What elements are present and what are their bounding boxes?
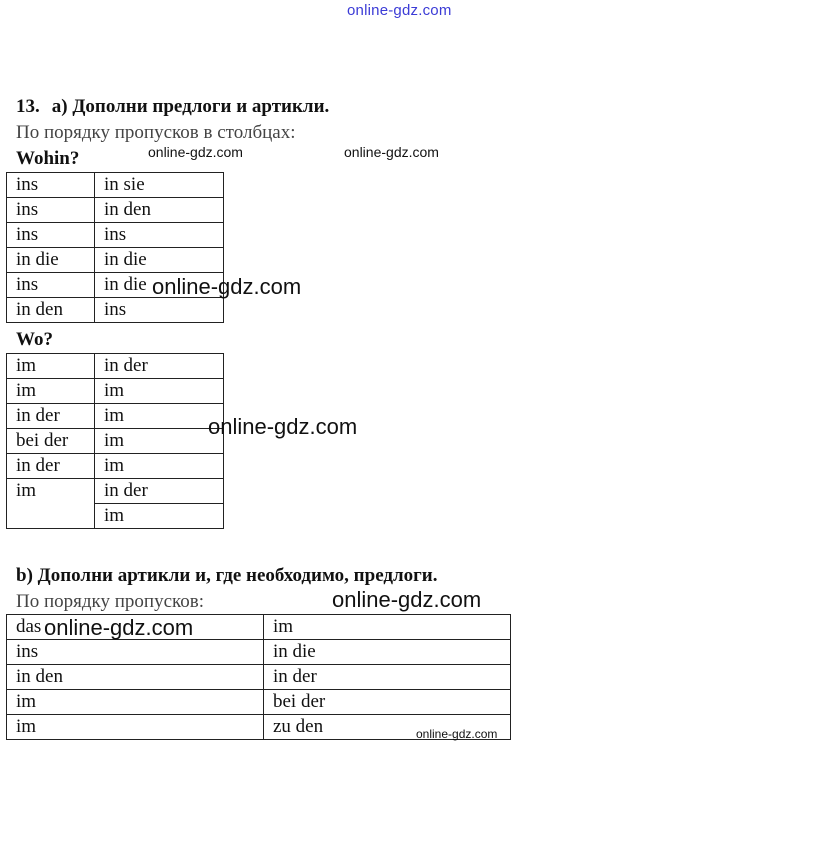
table-cell: in die — [95, 273, 224, 298]
table-row — [7, 298, 224, 323]
table-cell: im — [264, 615, 511, 640]
table-cell: in den — [95, 198, 224, 223]
wohin-heading: Wohin? — [16, 148, 80, 169]
table-row — [7, 429, 224, 454]
table-cell: zu den — [264, 715, 511, 740]
watermark: online-gdz.com — [332, 587, 482, 612]
exercise-title — [16, 96, 329, 118]
wo-table — [6, 353, 224, 529]
table-cell: im — [95, 429, 224, 454]
table-cell: in die — [95, 248, 224, 273]
part-b-subtitle: По порядку пропусков: — [16, 591, 205, 612]
table-cell: ins — [7, 223, 95, 248]
table-cell: ins — [7, 198, 95, 223]
wohin-table — [6, 172, 224, 323]
table-cell: in der — [264, 665, 511, 690]
table-cell: im — [95, 379, 224, 404]
watermark: online-gdz.com — [208, 414, 358, 439]
exercise-number: 13. — [16, 96, 40, 117]
table-cell: im — [95, 454, 224, 479]
table-row — [7, 379, 224, 404]
table-row — [7, 665, 511, 690]
table-cell: ins — [7, 273, 95, 298]
table-cell: ins — [95, 223, 224, 248]
watermark: online-gdz.com — [416, 727, 498, 741]
part-a-subtitle: По порядку пропусков в столбцах: — [16, 122, 296, 143]
table-cell: ins — [7, 173, 95, 198]
table-cell: bei der — [7, 429, 95, 454]
table-cell: im — [7, 354, 95, 379]
watermark: online-gdz.com — [148, 144, 243, 160]
table-cell: in den — [7, 298, 95, 323]
table-cell: im — [7, 379, 95, 404]
table-cell: im — [7, 715, 264, 740]
table-row — [7, 173, 224, 198]
table-row — [7, 690, 511, 715]
table-row — [7, 640, 511, 665]
table-cell: in der — [7, 454, 95, 479]
watermark: online-gdz.com — [344, 144, 439, 160]
table-cell: das — [7, 615, 264, 640]
table-cell: in die — [7, 248, 95, 273]
table-row — [7, 354, 224, 379]
table-row — [7, 479, 224, 504]
table-cell: ins — [7, 640, 264, 665]
table-row — [7, 223, 224, 248]
table-cell: ins — [95, 298, 224, 323]
table-cell: in sie — [95, 173, 224, 198]
table-cell: in die — [264, 640, 511, 665]
table-row — [7, 248, 224, 273]
table-cell: im — [7, 479, 95, 529]
table-cell: in der — [95, 354, 224, 379]
table-cell: in der — [7, 404, 95, 429]
wo-heading: Wo? — [16, 329, 53, 350]
table-row — [7, 454, 224, 479]
table-row — [7, 198, 224, 223]
part-a-title: a) Дополни предлоги и артикли. — [51, 96, 330, 117]
table-cell: im — [95, 404, 224, 429]
part-b-title: b) Дополни артикли и, где необходимо, предлоги. — [16, 565, 438, 586]
table-row — [7, 404, 224, 429]
watermark: online-gdz.com — [152, 274, 302, 299]
watermark: online-gdz.com — [44, 615, 194, 640]
table-cell: in den — [7, 665, 264, 690]
table-cell: im — [95, 504, 224, 529]
table-cell: in der — [95, 479, 224, 504]
table-cell: im — [7, 690, 264, 715]
table-cell: bei der — [264, 690, 511, 715]
header-watermark: online-gdz.com — [347, 2, 452, 19]
